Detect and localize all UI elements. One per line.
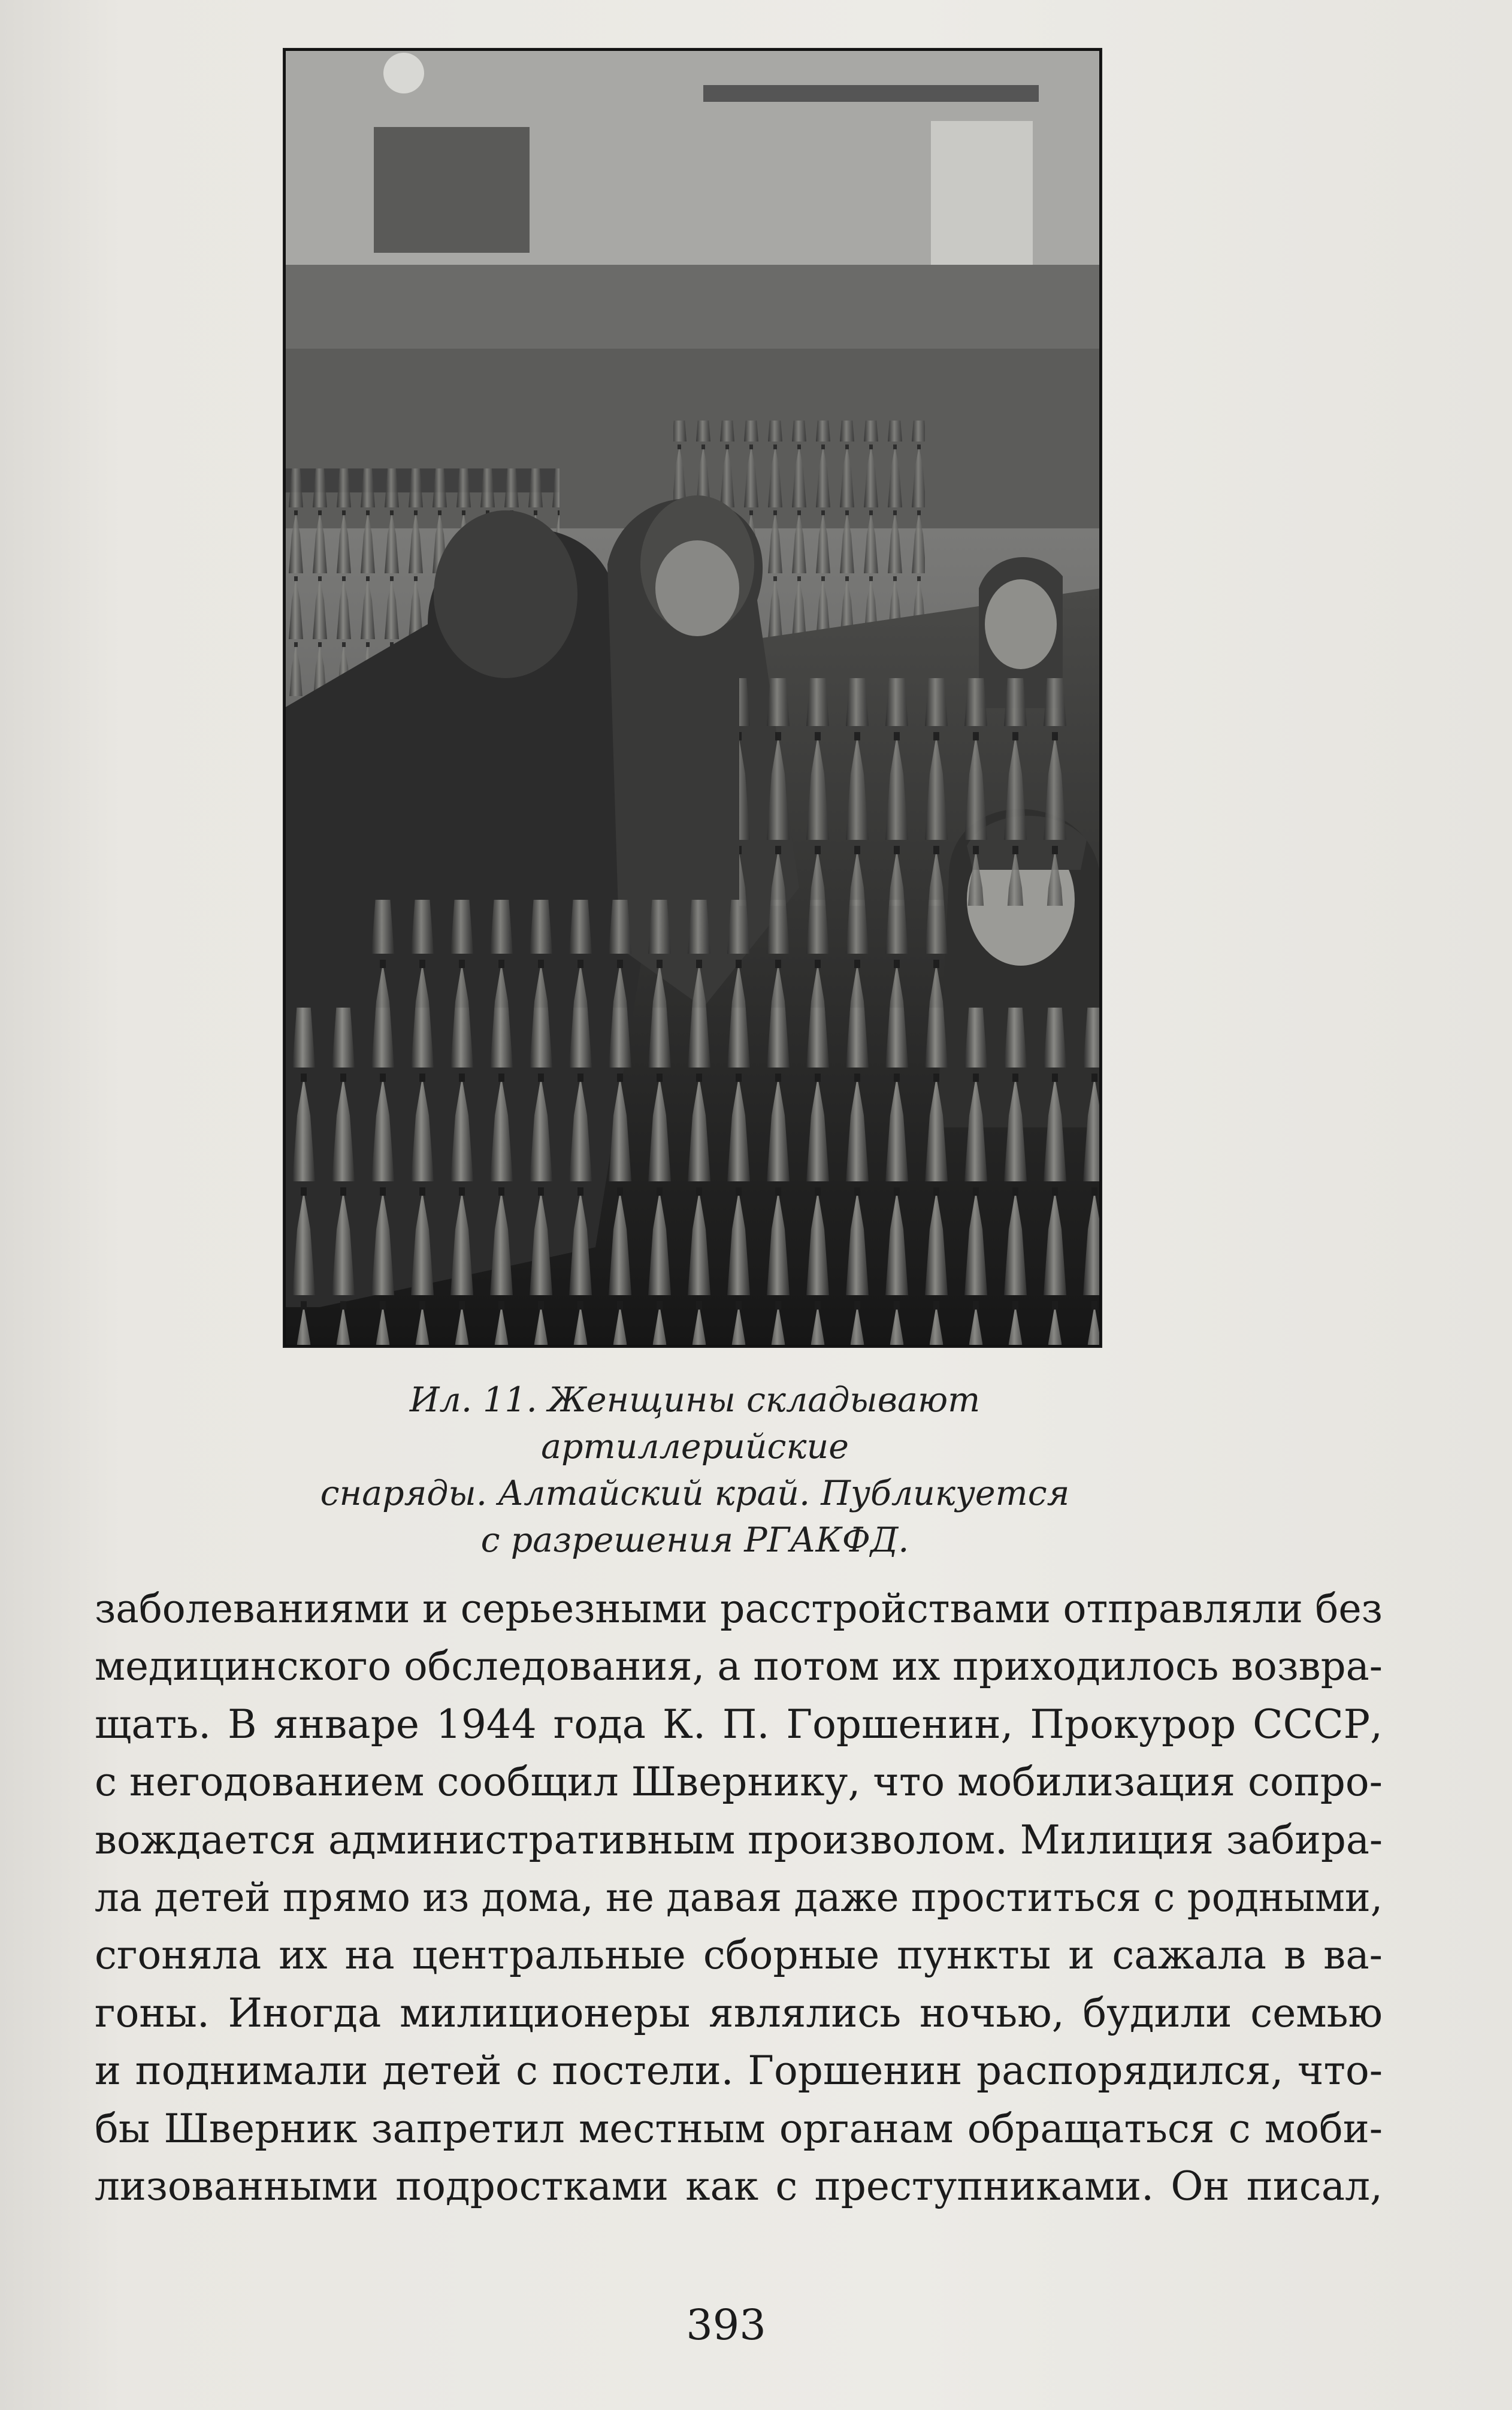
text-line: сгоняла их на центральные сборные пункты и сажала в ва-	[95, 1932, 1383, 1979]
text-line: заболеваниями и серьезными расстройствами отправляли без	[95, 1586, 1383, 1632]
text-line: вождается административным произволом. Милиция забира-	[95, 1816, 1383, 1863]
text-line: с негодованием сообщил Швернику, что мобилизация сопро-	[95, 1759, 1383, 1806]
text-line: бы Шверник запретил местным органам обращаться с моби-	[95, 2105, 1383, 2152]
body-paragraph	[95, 1580, 1383, 2215]
text-line: лизованными подростками как с преступниками. Он писал,	[95, 2163, 1383, 2210]
text-line: гоны. Иногда милиционеры являлись ночью, будили семью	[95, 1989, 1383, 2036]
caption-line: снаряды. Алтайский край. Публикуется	[320, 1474, 1070, 1513]
text-line: медицинского обследования, а потом их приходилось возвра-	[95, 1643, 1383, 1690]
factory-photo	[284, 49, 1101, 1347]
text-line: и поднимали детей с постели. Горшенин распорядился, что-	[95, 2048, 1383, 2094]
text-line: щать. В январе 1944 года К. П. Горшенин, Прокурор СССР,	[95, 1701, 1383, 1747]
page-number: 393	[686, 2300, 766, 2349]
caption-line: с разрешения РГАКФД.	[480, 1520, 909, 1560]
figure-caption	[264, 1377, 1126, 1564]
factory-photo-illustration	[284, 49, 1101, 1347]
text-line: ла детей прямо из дома, не давая даже проститься с родными,	[95, 1874, 1383, 1921]
caption-line: Ил. 11. Женщины складывают артиллерийские	[409, 1380, 981, 1466]
